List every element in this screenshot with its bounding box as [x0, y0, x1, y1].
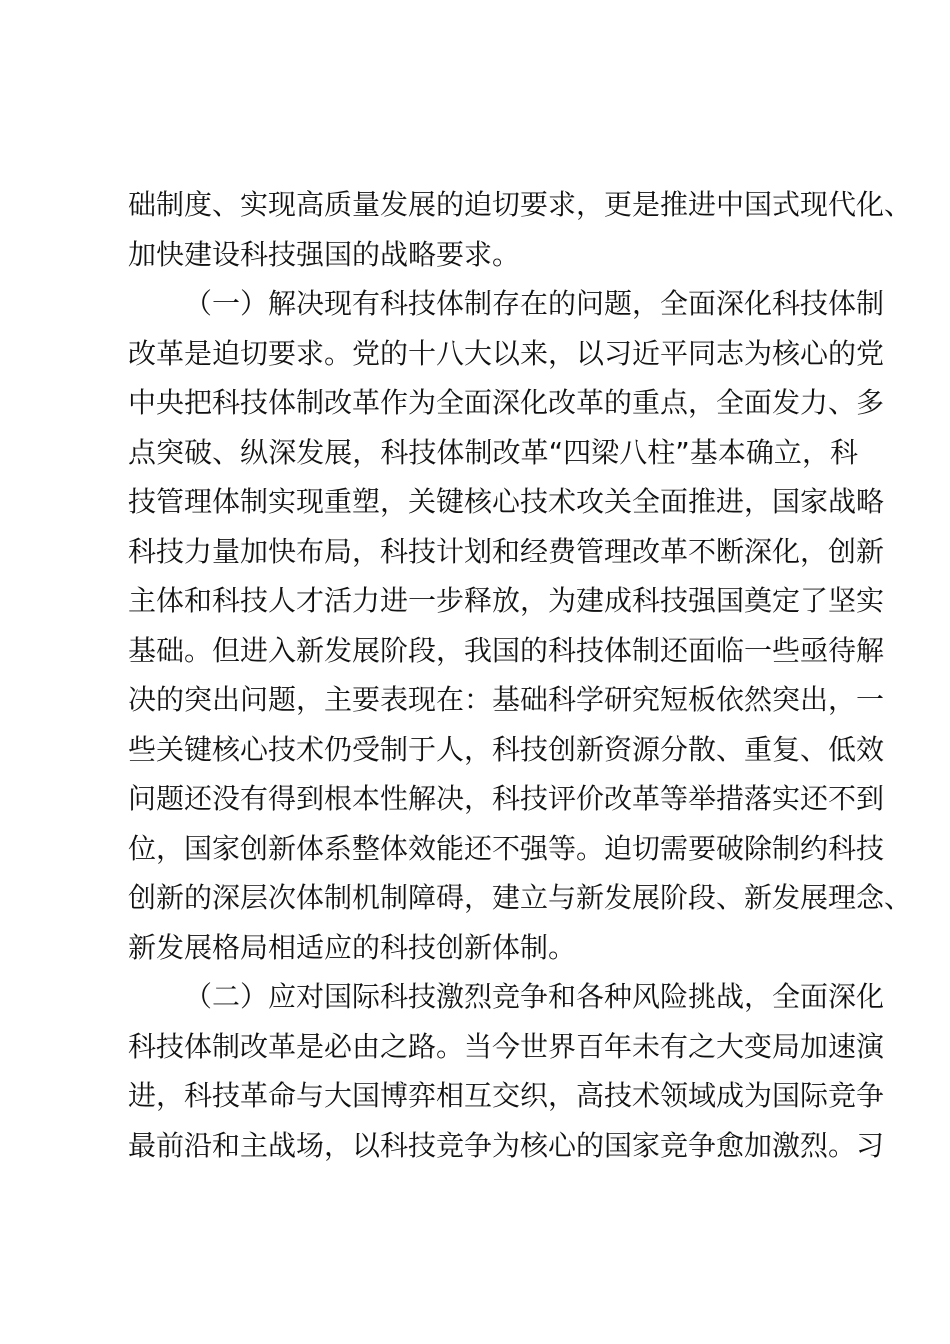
text-line: 问题还没有得到根本性解决，科技评价改革等举措落实还不到	[128, 782, 885, 815]
text-line: 科技力量加快布局，科技计划和经费管理改革不断深化，创新	[128, 534, 885, 568]
text-line: 进，科技革命与大国博弈相互交织，高技术领域成为国际竞争	[128, 1079, 885, 1112]
text-line: 新发展格局相适应的科技创新体制。	[128, 930, 577, 964]
paragraph-heading-line: （一）解决现有科技体制存在的问题，全面深化科技体制	[184, 287, 885, 320]
text-line: 决的突出问题，主要表现在：基础科学研究短板依然突出，一	[128, 683, 885, 716]
text-line: 位，国家创新体系整体效能还不强等。迫切需要破除制约科技	[128, 831, 885, 865]
text-line: 础制度、实现高质量发展的迫切要求，更是推进中国式现代化、	[128, 188, 913, 221]
text-line: 最前沿和主战场，以科技竞争为核心的国家竞争愈加激烈。习	[128, 1128, 885, 1162]
text-line: 科技体制改革是必由之路。当今世界百年未有之大变局加速演	[128, 1029, 885, 1063]
text-line: 些关键核心技术仍受制于人，科技创新资源分散、重复、低效	[128, 732, 885, 766]
text-line: 基础。但进入新发展阶段，我国的科技体制还面临一些亟待解	[128, 633, 885, 667]
text-line: 创新的深层次体制机制障碍，建立与新发展阶段、新发展理念、	[128, 881, 913, 914]
text-line: 主体和科技人才活力进一步释放，为建成科技强国奠定了坚实	[128, 584, 885, 617]
text-line: 改革是迫切要求。党的十八大以来，以习近平同志为核心的党	[128, 336, 885, 370]
text-line: 中央把科技体制改革作为全面深化改革的重点，全面发力、多	[128, 386, 885, 419]
text-line: 技管理体制实现重塑，关键核心技术攻关全面推进，国家战略	[128, 485, 885, 518]
text-line: 点突破、纵深发展，科技体制改革“四梁八柱”基本确立，科	[128, 435, 858, 469]
text-line: 加快建设科技强国的战略要求。	[128, 237, 521, 271]
paragraph-heading-line: （二）应对国际科技激烈竞争和各种风险挑战，全面深化	[184, 980, 885, 1013]
body-text	[128, 180, 913, 1170]
